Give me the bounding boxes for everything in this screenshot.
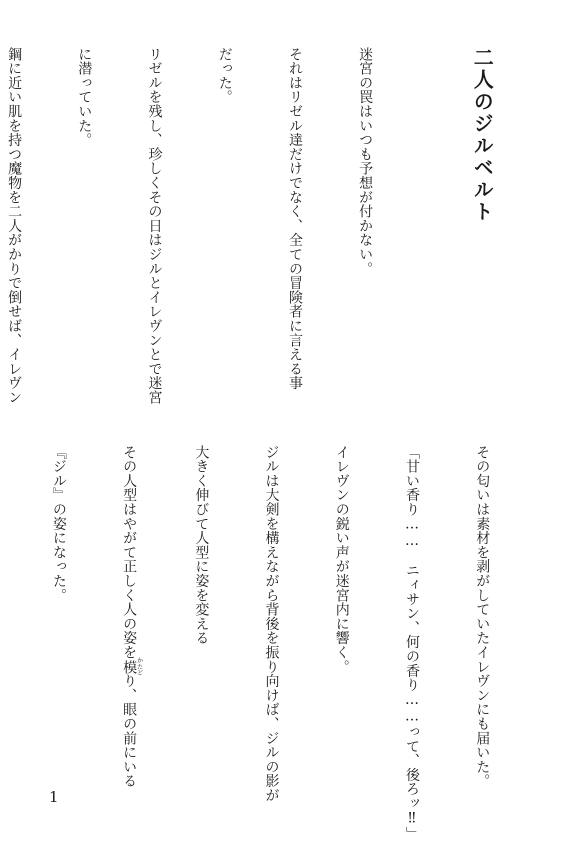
- text-line: 「甘い香り…… ニィサン、何の香り……って、後ろッ‼」: [403, 445, 420, 841]
- text-line: ジルは大剣を構えながら背後を振り向けば、ジルの影が: [263, 445, 280, 803]
- top-text-block: [6, 47, 540, 405]
- text-line: それはリゼル達だけでなく、全ての冒険者に言える事: [286, 47, 303, 391]
- bottom-text-block: [50, 445, 540, 841]
- page-number: 1: [49, 788, 59, 806]
- ruby-prefix: その人型はやがて正しく人の姿を: [121, 445, 138, 660]
- text-line-with-ruby: [117, 445, 143, 789]
- text-line: リゼルを残し、珍しくその日はジルとイレヴンとで迷宮: [146, 47, 163, 405]
- text-line: だった。: [216, 47, 233, 105]
- chapter-title: 二人のジルベルト: [470, 47, 495, 223]
- text-line: 鋼に近い肌を持つ魔物を二人がかりで倒せば、イレヴン: [6, 47, 23, 405]
- text-line: 大きく伸びて人型に姿を変える: [193, 445, 210, 646]
- text-line: 迷宮の罠はいつも予想が付かない。: [357, 47, 374, 276]
- text-line: その匂いは素材を剥がしていたイレヴンにも届いた。: [474, 445, 491, 789]
- ruby-suffix: り、眼の前にいる: [121, 673, 138, 789]
- text-line: 『ジル』の姿になった。: [50, 445, 67, 603]
- ruby-annotation: 模かたど: [121, 657, 143, 677]
- text-line: に潜っていた。: [76, 47, 93, 148]
- text-line: イレヴンの鋭い声が迷宮内に響く。: [333, 445, 350, 674]
